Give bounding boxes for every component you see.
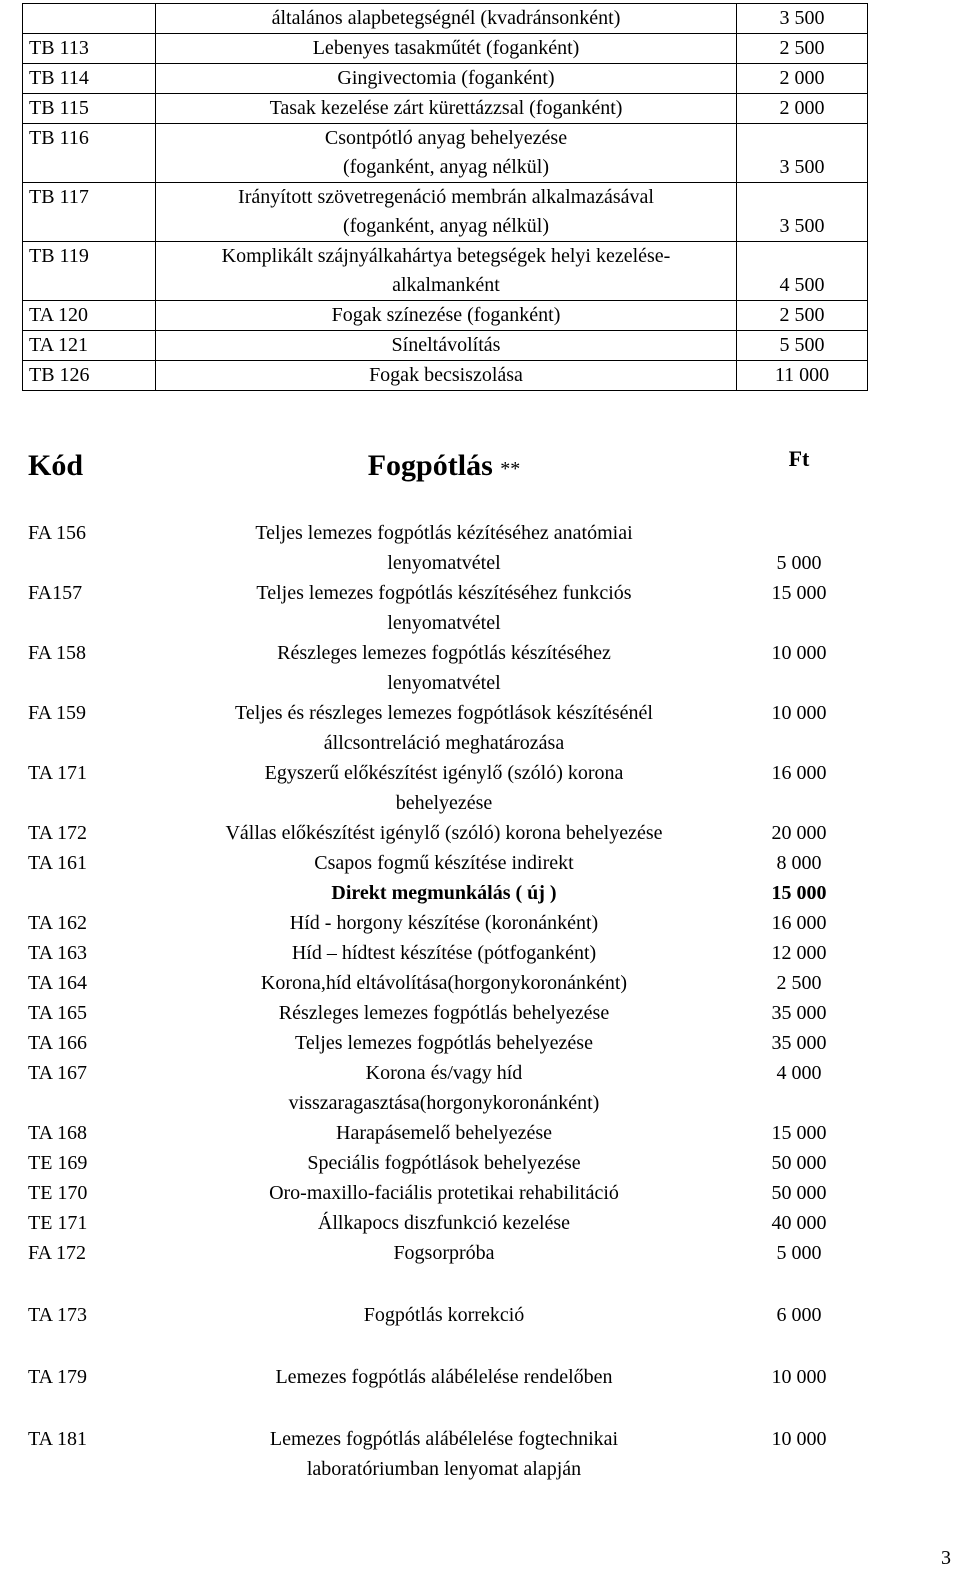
row-code: TA 179 — [28, 1366, 87, 1388]
row-code: TB 116 — [23, 124, 156, 183]
row-price: 5 500 — [737, 331, 868, 361]
row-code: TA 181 — [28, 1428, 87, 1450]
row-price-line: 16 000 — [771, 912, 827, 934]
row-price — [734, 638, 864, 698]
table-row — [22, 998, 864, 1028]
row-code: TA 162 — [28, 912, 87, 934]
row-price — [734, 518, 864, 578]
row-gap-cell — [22, 1392, 864, 1424]
row-price: 2 000 — [737, 94, 868, 124]
row-price — [734, 1424, 864, 1484]
table-row — [22, 518, 864, 578]
row-code: TA 161 — [28, 852, 87, 874]
row-price-line: 35 000 — [771, 1032, 827, 1054]
row-price — [734, 1058, 864, 1118]
row-description-line: Irányított szövetregenáció membrán alkalmazásával — [238, 186, 654, 208]
row-gap — [22, 1392, 864, 1424]
table-row — [23, 4, 868, 34]
row-description-line: (foganként, anyag nélkül) — [342, 215, 550, 237]
row-price: 3 500 — [737, 124, 868, 183]
row-price-line: 15 000 — [771, 882, 827, 904]
table-row — [22, 1238, 864, 1268]
table-row — [22, 638, 864, 698]
row-code: TB 119 — [23, 242, 156, 301]
row-code: TA 167 — [28, 1062, 87, 1084]
row-price — [734, 848, 864, 908]
row-description — [156, 124, 737, 183]
row-price-line: 5 000 — [776, 1242, 822, 1264]
row-price — [734, 1118, 864, 1148]
row-description — [154, 1362, 734, 1392]
row-description — [154, 1424, 734, 1484]
row-description-line: Teljes lemezes fogpótlás készítéséhez funkciós — [256, 582, 632, 604]
row-price-line: 2 500 — [776, 972, 822, 994]
row-description — [154, 848, 734, 908]
row-price-line: 20 000 — [771, 822, 827, 844]
row-price-line: 15 000 — [771, 1122, 827, 1144]
row-price-line: 6 000 — [776, 1304, 822, 1326]
row-description-line: lenyomatvétel — [387, 552, 501, 574]
table-row — [22, 1118, 864, 1148]
row-code: TA 172 — [28, 822, 87, 844]
table-row — [23, 183, 868, 242]
row-price — [734, 1208, 864, 1238]
row-price — [734, 1148, 864, 1178]
row-description-line: laboratóriumban lenyomat alapján — [306, 1458, 582, 1480]
row-price: 3 500 — [737, 183, 868, 242]
row-description-line: lenyomatvétel — [387, 672, 501, 694]
row-code: TB 117 — [23, 183, 156, 242]
row-price — [734, 1238, 864, 1268]
row-description — [154, 1148, 734, 1178]
row-description-line: Részleges lemezes fogpótlás behelyezése — [278, 1002, 610, 1024]
row-description — [156, 94, 737, 124]
table-row — [22, 1424, 864, 1484]
row-code: TA 168 — [28, 1122, 87, 1144]
row-gap-cell — [22, 1268, 864, 1300]
table-row — [22, 908, 864, 938]
row-price — [734, 908, 864, 938]
row-price: 3 500 — [737, 4, 868, 34]
row-description-line: Síneltávolítás — [391, 334, 501, 356]
row-description-line: Csapos fogmű készítése indirekt — [314, 852, 574, 874]
row-description — [154, 938, 734, 968]
row-description — [154, 1208, 734, 1238]
row-description — [154, 1178, 734, 1208]
row-description — [156, 331, 737, 361]
row-description — [156, 64, 737, 94]
table-row — [23, 64, 868, 94]
row-price-line: 35 000 — [771, 1002, 827, 1024]
row-code: FA 172 — [28, 1242, 86, 1264]
row-code: TE 171 — [28, 1212, 88, 1234]
row-description — [154, 1238, 734, 1268]
table-row — [23, 242, 868, 301]
row-description — [154, 968, 734, 998]
table-row — [22, 1058, 864, 1118]
row-description-line: behelyezése — [395, 792, 493, 814]
row-description — [154, 998, 734, 1028]
row-description-line: Oro-maxillo-faciális protetikai rehabilitáció — [269, 1182, 619, 1204]
row-code: TA 121 — [23, 331, 156, 361]
row-price-line: 4 000 — [776, 1062, 822, 1084]
row-description-line: visszaragasztása(horgonykoronánként) — [288, 1092, 600, 1114]
row-description-line: általános alapbetegségnél (kvadránsonként) — [271, 7, 621, 29]
row-description-line: Egyszerű előkészítést igénylő (szóló) korona — [264, 762, 624, 784]
row-description — [154, 698, 734, 758]
row-price-line: 50 000 — [771, 1152, 827, 1174]
row-price — [734, 758, 864, 818]
table-row — [22, 1148, 864, 1178]
row-price-line: 10 000 — [771, 642, 827, 664]
row-description-line: Részleges lemezes fogpótlás készítéséhez — [277, 642, 611, 664]
row-code: TA 164 — [28, 972, 87, 994]
table-row — [23, 331, 868, 361]
row-code: FA 159 — [28, 702, 86, 724]
row-description-line: Speciális fogpótlások behelyezése — [307, 1152, 581, 1174]
table-row — [22, 1208, 864, 1238]
row-description — [154, 1058, 734, 1118]
row-description — [154, 638, 734, 698]
row-price-line: 5 000 — [776, 552, 822, 574]
row-description-line: Lebenyes tasakműtét (foganként) — [312, 37, 580, 59]
table-row — [22, 1178, 864, 1208]
row-code: TA 173 — [28, 1304, 87, 1326]
row-price — [734, 968, 864, 998]
row-price: 4 500 — [737, 242, 868, 301]
table-row — [22, 698, 864, 758]
table-row — [23, 301, 868, 331]
treatment-price-table-top — [22, 3, 868, 391]
row-description — [154, 518, 734, 578]
row-gap-cell — [22, 1330, 864, 1362]
row-price-line: 16 000 — [771, 762, 827, 784]
row-description — [156, 183, 737, 242]
row-price-line: 15 000 — [771, 582, 827, 604]
table-row — [22, 1362, 864, 1392]
table-row — [22, 1028, 864, 1058]
table-row — [23, 361, 868, 391]
row-description-line: Lemezes fogpótlás alábélelése fogtechnikai — [269, 1428, 619, 1450]
row-price-line: 50 000 — [771, 1182, 827, 1204]
row-description — [156, 361, 737, 391]
row-price: 2 500 — [737, 301, 868, 331]
row-description-line: (foganként, anyag nélkül) — [342, 156, 550, 178]
table-row — [22, 578, 864, 638]
row-price — [734, 1028, 864, 1058]
row-price — [734, 578, 864, 638]
row-description-line: állcsontreláció meghatározása — [323, 732, 565, 754]
row-description — [154, 1118, 734, 1148]
row-price-line: 40 000 — [771, 1212, 827, 1234]
header-title — [154, 440, 734, 518]
treatment-price-table-top-body — [23, 4, 868, 391]
row-description-line: Harapásemelő behelyezése — [336, 1122, 552, 1144]
row-description-line: Fogak színezése (foganként) — [331, 304, 561, 326]
row-description — [154, 1028, 734, 1058]
table-row — [22, 968, 864, 998]
row-description — [156, 34, 737, 64]
row-description — [156, 301, 737, 331]
row-description — [156, 242, 737, 301]
fogpotlas-price-table — [22, 440, 864, 1484]
row-code: TA 171 — [28, 762, 87, 784]
row-code: TB 113 — [23, 34, 156, 64]
row-description-line: lenyomatvétel — [387, 612, 501, 634]
row-code: TA 120 — [23, 301, 156, 331]
row-description-line: Teljes és részleges lemezes fogpótlások készítésénél — [235, 702, 653, 724]
row-gap — [22, 1268, 864, 1300]
header-code: Kód — [28, 449, 84, 482]
row-price-line: 10 000 — [771, 702, 827, 724]
row-description-line: Vállas előkészítést igénylő (szóló) korona behelyezése — [225, 822, 663, 844]
row-description — [154, 908, 734, 938]
table-row — [22, 1300, 864, 1330]
row-description-line: Fogak becsiszolása — [369, 364, 523, 386]
table-row — [22, 758, 864, 818]
row-description-line: Teljes lemezes fogpótlás behelyezése — [295, 1032, 593, 1054]
table-row — [23, 94, 868, 124]
row-code: TA 163 — [28, 942, 87, 964]
row-description — [154, 1300, 734, 1330]
row-code — [23, 4, 156, 34]
header-title-text: Fogpótlás — [367, 449, 493, 482]
page-number: 3 — [941, 1547, 951, 1569]
table-row — [23, 34, 868, 64]
row-code: TB 114 — [23, 64, 156, 94]
row-price-line: 8 000 — [776, 852, 822, 874]
row-code: TE 169 — [28, 1152, 88, 1174]
row-price: 11 000 — [737, 361, 868, 391]
row-description-line: Direkt megmunkálás ( új ) — [331, 882, 557, 904]
row-description-line: Csontpótló anyag behelyezése — [324, 127, 568, 149]
row-description-line: Híd - horgony készítése (koronánként) — [289, 912, 599, 934]
row-price — [734, 998, 864, 1028]
row-description-line: Gingivectomia (foganként) — [337, 67, 555, 89]
row-price-line: 10 000 — [771, 1366, 827, 1388]
row-price: 2 000 — [737, 64, 868, 94]
row-price — [734, 818, 864, 848]
row-code: TA 166 — [28, 1032, 87, 1054]
row-description-line: Tasak kezelése zárt kürettázzsal (foganként) — [269, 97, 623, 119]
row-code: TA 165 — [28, 1002, 87, 1024]
header-stars: ** — [500, 458, 521, 480]
row-description-line: Korona,híd eltávolítása(horgonykoronánként) — [260, 972, 628, 994]
row-description-line: alkalmanként — [392, 274, 500, 296]
fogpotlas-price-table-body — [22, 440, 864, 1484]
row-code: TB 126 — [23, 361, 156, 391]
row-price — [734, 1300, 864, 1330]
row-price: 2 500 — [737, 34, 868, 64]
row-price — [734, 1178, 864, 1208]
row-code: FA 156 — [28, 522, 86, 544]
row-description-line: Fogpótlás korrekció — [363, 1304, 525, 1326]
row-description-line: Teljes lemezes fogpótlás kézítéséhez anatómiai — [255, 522, 633, 544]
row-price-line: 12 000 — [771, 942, 827, 964]
table-row — [22, 938, 864, 968]
row-code: TE 170 — [28, 1182, 88, 1204]
row-description — [154, 818, 734, 848]
row-description-line: Fogsorpróba — [393, 1242, 495, 1264]
table-header-row — [22, 440, 864, 518]
row-price — [734, 938, 864, 968]
row-gap — [22, 1330, 864, 1362]
row-price — [734, 1362, 864, 1392]
row-description-line: Híd – hídtest készítése (pótfoganként) — [291, 942, 597, 964]
row-code: FA157 — [28, 582, 83, 604]
row-code: TB 115 — [23, 94, 156, 124]
table-row — [23, 124, 868, 183]
row-price — [734, 698, 864, 758]
header-price: Ft — [788, 446, 810, 471]
row-code: FA 158 — [28, 642, 86, 664]
row-description-line: Korona és/vagy híd — [365, 1062, 523, 1084]
table-row — [22, 848, 864, 908]
row-description — [154, 578, 734, 638]
row-description — [154, 758, 734, 818]
row-description-line: Lemezes fogpótlás alábélelése rendelőben — [275, 1366, 613, 1388]
table-row — [22, 818, 864, 848]
row-price-line: 10 000 — [771, 1428, 827, 1450]
row-description-line: Komplikált szájnyálkahártya betegségek helyi kezelése- — [221, 245, 671, 267]
row-description-line: Állkapocs diszfunkció kezelése — [317, 1212, 571, 1234]
row-description — [156, 4, 737, 34]
